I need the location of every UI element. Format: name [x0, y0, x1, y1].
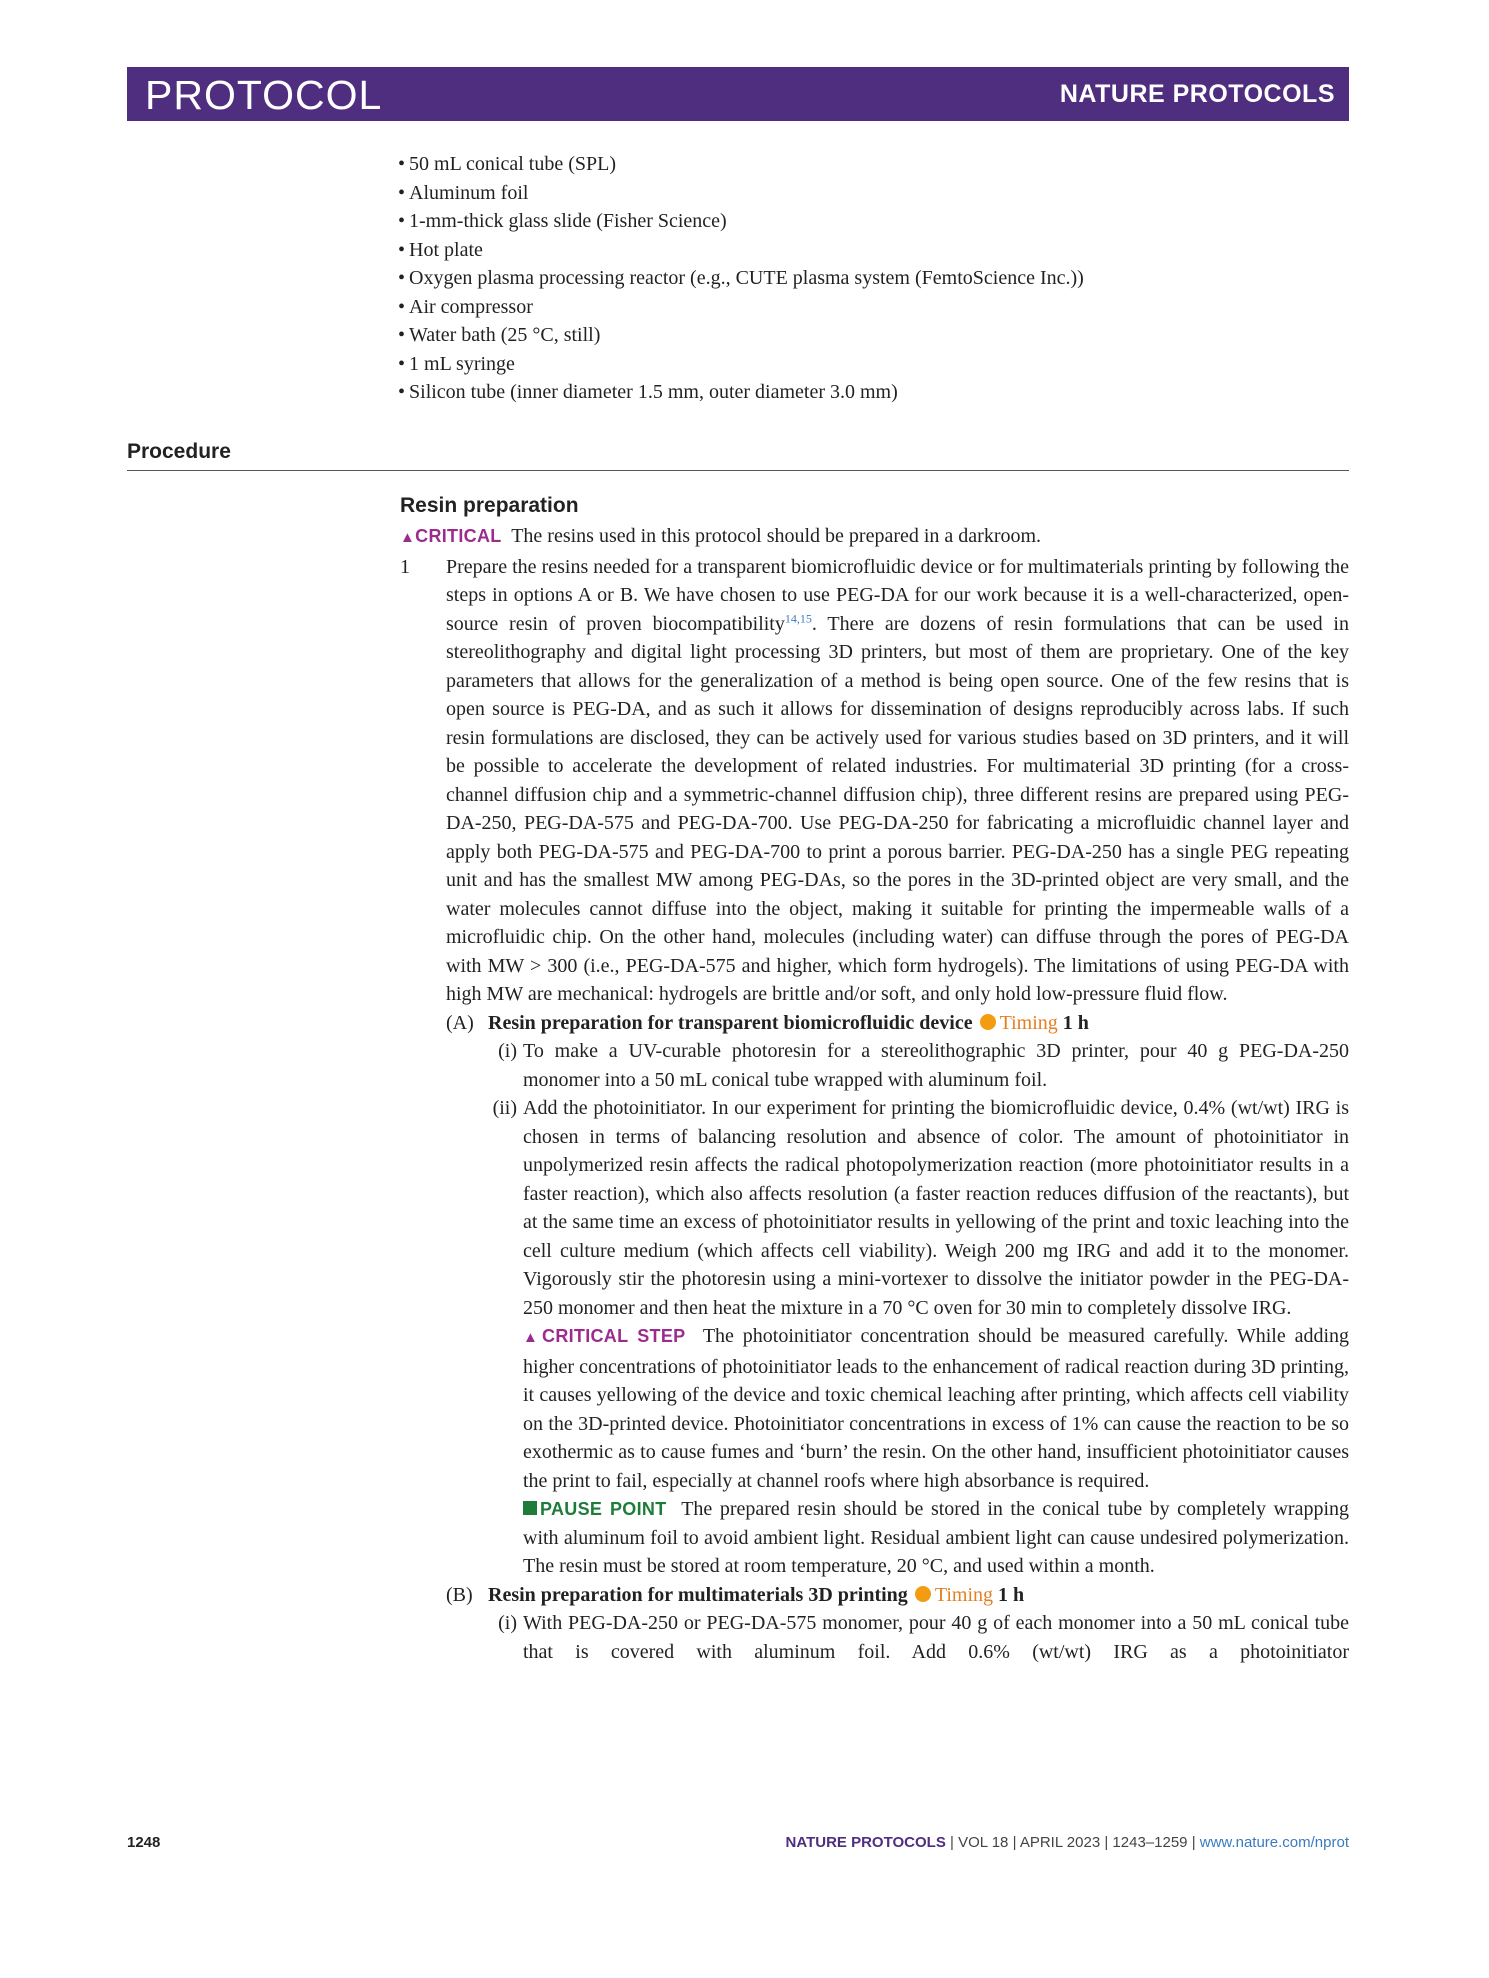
- list-item: • Water bath (25 °C, still): [398, 321, 1298, 350]
- option-b-title: (B) Resin preparation for multimaterials 3D printing Timing 1 h: [446, 1583, 1025, 1606]
- section-heading: Procedure: [127, 440, 231, 463]
- critical-step-note: ▲CRITICAL STEP The photoinitiator concentration should be measured carefully. While adding higher concentrations of photoinitiator leads to the enhancement of radical reaction during 3D printing, it causes yellowing of the device and toxic chemical leaching after printing, which affects cell viability on the 3D-printed device. Photoinitiator concentrations in excess of 1% can cause the reaction to be so exothermic as to cause fumes and ‘burn’ the resin. On the other hand, insufficient photoinitiator causes the print to fail, especially at channel roofs where high absorbance is required.: [523, 1325, 1350, 1492]
- triangle-icon: ▲: [400, 529, 416, 546]
- list-item: • 1-mm-thick glass slide (Fisher Science): [398, 207, 1298, 236]
- list-item: • Aluminum foil: [398, 179, 1298, 208]
- list-item: • Silicon tube (inner diameter 1.5 mm, outer diameter 3.0 mm): [398, 378, 1298, 407]
- square-icon: [523, 1501, 537, 1515]
- page-number: 1248: [127, 1834, 161, 1851]
- timing-dot-icon: [915, 1586, 931, 1602]
- option-b-step-i: (i) With PEG-DA-250 or PEG-DA-575 monomer, pour 40 g of each monomer into a 50 mL conical tube that is covered with aluminum foil. Add 0.6% (wt/wt) IRG as a photoinitiator: [498, 1612, 1349, 1663]
- procedure-body: [400, 522, 1349, 1666]
- list-item: • Oxygen plasma processing reactor (e.g., CUTE plasma system (FemtoScience Inc.)): [398, 264, 1298, 293]
- pause-point-note: PAUSE POINT The prepared resin should be stored in the conical tube by completely wrapping with aluminum foil to avoid ambient light. Residual ambient light can cause undesired polymerization. The resin must be stored at room temperature, 20 °C, and used within a month.: [523, 1498, 1350, 1577]
- critical-note: ▲CRITICAL The resins used in this protocol should be prepared in a darkroom.: [400, 525, 1042, 547]
- step-1: 1 Prepare the resins needed for a transparent biomicrofluidic device or for multimaterials printing by following the steps in options A or B. We have chosen to use PEG-DA for our work because it is a well-characterized, open-source resin of proven biocompatibility$^{14,15}$. There are dozens of resin formulations that can be used in stereolithography and digital light processing 3D printers, but most of them are proprietary. One of the key parameters that allows for the generalization of a method is being open source. One of the few resins that is open source is PEG-DA, and as such it allows for dissemination of designs reproducibly across labs. If such resin formulations are disclosed, they can be actively used for various studies based on 3D printers, and it will be possible to accelerate the development of related industries. For multimaterial 3D printing (for a cross-channel diffusion chip and a symmetric-channel diffusion chip), three different resins are prepared using PEG-DA-250, PEG-DA-575 and PEG-DA-700. Use PEG-DA-250 for fabricating a microfluidic channel layer and apply both PEG-DA-575 and PEG-DA-700 to print a porous barrier. PEG-DA-250 has a single PEG repeating unit and has the smallest MW among PEG-DAs, so the pores in the 3D-printed object are very small, and the water molecules cannot diffuse into the object, making it suitable for printing the impermeable walls of a microfluidic chip. On the other hand, molecules (including water) can diffuse through the pores of PEG-DA with MW > 300 (i.e., PEG-DA-575 and higher, which form hydrogels). The limitations of using PEG-DA with high MW are mechanical: hydrogels are brittle and/or soft, and only hold low-pressure fluid flow.: [400, 553, 1349, 1009]
- list-item: • Air compressor: [398, 293, 1298, 322]
- timing-dot-icon: [980, 1014, 996, 1030]
- list-item: • 50 mL conical tube (SPL): [398, 150, 1298, 179]
- option-a-step-i: (i) To make a UV-curable photoresin for a stereolithographic 3D printer, pour 40 g PEG-DA-250 monomer into a 50 mL conical tube wrapped with aluminum foil.: [498, 1040, 1349, 1091]
- footer-citation: NATURE PROTOCOLS | VOL 18 | APRIL 2023 | 1243–1259 | www.nature.com/nprot: [785, 1834, 1349, 1851]
- section-label: PROTOCOL: [145, 72, 383, 118]
- step-number: 1: [400, 555, 410, 578]
- triangle-icon: ▲: [523, 1329, 543, 1346]
- reference-sup[interactable]: 14,15: [784, 610, 812, 625]
- list-item: • Hot plate: [398, 236, 1298, 265]
- subsection-heading: Resin preparation: [400, 494, 579, 517]
- equipment-list: [398, 150, 1298, 407]
- pause-marker: PAUSE POINT: [523, 1499, 667, 1519]
- page-header: [127, 67, 1349, 121]
- option-a-title: (A) Resin preparation for transparent biomicrofluidic device Timing 1 h: [446, 1011, 1089, 1034]
- journal-label: NATURE PROTOCOLS: [1059, 80, 1335, 108]
- journal-url-link[interactable]: www.nature.com/nprot: [1199, 1834, 1349, 1851]
- section-rule: [127, 470, 1349, 471]
- list-item: • 1 mL syringe: [398, 350, 1298, 379]
- critical-marker: ▲CRITICAL: [400, 526, 502, 546]
- critical-step-marker: ▲CRITICAL STEP: [523, 1326, 686, 1346]
- option-a-step-ii: (ii) Add the photoinitiator. In our experiment for printing the biomicrofluidic device, 0.4% (wt/wt) IRG is chosen in terms of balancing resolution and absence of color. The amount of photoinitiator in unpolymerized resin affects the radical photopolymerization reaction (more photoinitiator results in a faster reaction), which also affects resolution (a faster reaction reduces diffusion of the reactants), but at the same time an excess of photoinitiator results in yellowing of the print and toxic leaching into the cell culture medium (which affects cell viability). Weigh 200 mg IRG and add it to the monomer. Vigorously stir the photoresin using a mini-vortexer to dissolve the initiator powder in the PEG-DA-250 monomer and then heat the mixture in a 70 °C oven for 30 min to completely dissolve IRG.: [492, 1097, 1349, 1319]
